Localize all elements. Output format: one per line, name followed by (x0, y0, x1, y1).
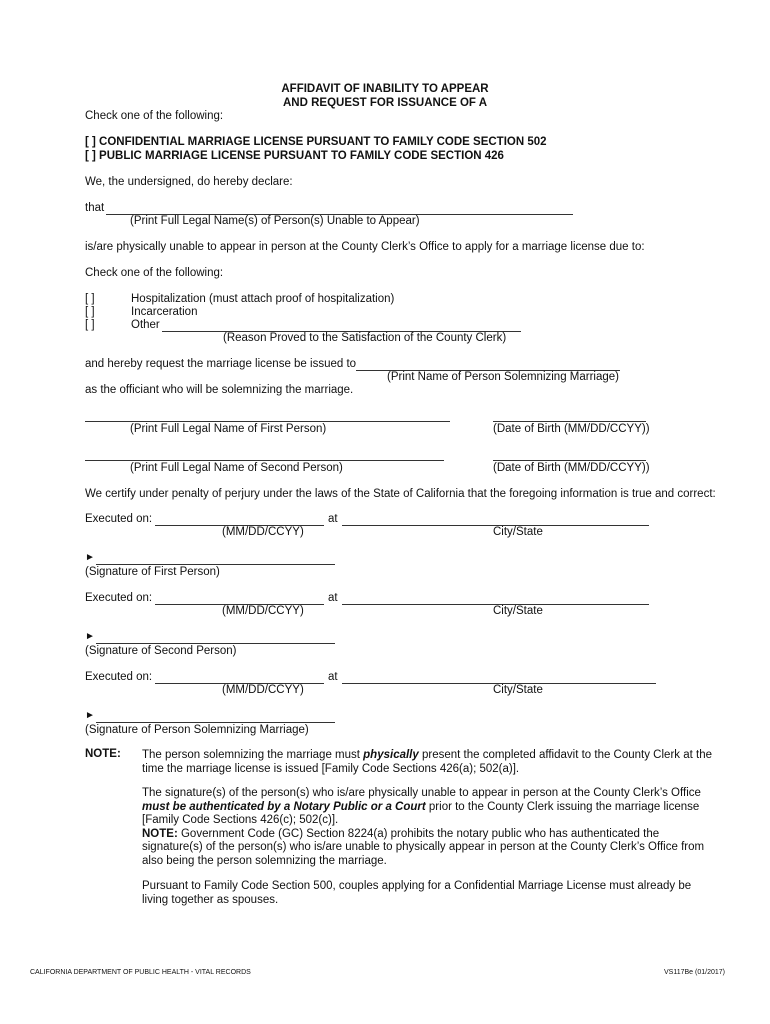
at-label-2: at (328, 592, 338, 604)
note-p1-emph: physically (363, 749, 419, 761)
reason-label-hospitalization: Hospitalization (must attach proof of hospitalization) (131, 293, 395, 305)
reason-label-other: Other (131, 319, 160, 331)
reason-box-other[interactable]: [ ] (85, 319, 95, 331)
note-p2-emph: must be authenticated by a Notary Public or a Court (142, 800, 426, 813)
second-person-name-line[interactable] (85, 460, 444, 461)
at-label-3: at (328, 671, 338, 683)
date-caption-1: (MM/DD/CCYY) (222, 526, 304, 538)
signature-caption-1: (Signature of First Person) (85, 566, 220, 578)
date-caption-2: (MM/DD/CCYY) (222, 605, 304, 617)
note-p2-after: prior to the County Clerk issuing the marriage license [Family Code Sections 426(c); 502(c)]. (142, 800, 700, 826)
signature-arrow-2: ► (85, 631, 95, 642)
reason-instruction: Check one of the following: (85, 267, 224, 279)
reason-box-hospitalization[interactable]: [ ] (85, 293, 95, 305)
executed-label-1: Executed on: (85, 513, 153, 525)
first-person-dob-line[interactable] (493, 421, 646, 422)
other-reason-caption: (Reason Proved to the Satisfaction of the County Clerk) (223, 332, 507, 344)
note-label: NOTE: (85, 748, 121, 760)
unable-text: is/are physically unable to appear in person at the County Clerk’s Office to apply for a marriage license due to: (85, 241, 645, 253)
note-p1-before: The person solemnizing the marriage must (142, 749, 364, 761)
executed-label-3: Executed on: (85, 671, 153, 683)
second-person-dob-line[interactable] (493, 460, 646, 461)
footer-right: VS117Be (01/2017) (664, 969, 725, 976)
footer-left: CALIFORNIA DEPARTMENT OF PUBLIC HEALTH - VITAL RECORDS (30, 969, 251, 976)
note-p2-before: The signature(s) of the person(s) who is/are physically unable to appear in person at the County Clerk’s Office (142, 787, 701, 799)
certify-text: We certify under penalty of perjury under the laws of the State of California that the foregoing information is true and correct: (85, 488, 716, 500)
note-p1-after: present the completed affidavit to the County Clerk at the time the marriage license is issued [Family Code Sections 426(a); 502(a)]. (142, 749, 712, 775)
first-person-dob-caption: (Date of Birth (MM/DD/CCYY)) (493, 423, 650, 435)
signature-line-officiant[interactable] (96, 722, 335, 723)
executed-label-2: Executed on: (85, 592, 153, 604)
option-public[interactable]: [ ] PUBLIC MARRIAGE LICENSE PURSUANT TO FAMILY CODE SECTION 426 (85, 150, 504, 162)
option-confidential[interactable]: [ ] CONFIDENTIAL MARRIAGE LICENSE PURSUANT TO FAMILY CODE SECTION 502 (85, 136, 547, 148)
signature-arrow-3: ► (85, 710, 95, 721)
title-line-1: AFFIDAVIT OF INABILITY TO APPEAR (281, 83, 489, 95)
reason-box-incarceration[interactable]: [ ] (85, 306, 95, 318)
second-person-dob-caption: (Date of Birth (MM/DD/CCYY)) (493, 462, 650, 474)
signature-caption-2: (Signature of Second Person) (85, 645, 237, 657)
officiant-caption: (Print Name of Person Solemnizing Marriage) (387, 371, 620, 383)
note-paragraph-4: Pursuant to Family Code Section 500, couples applying for a Confidential Marriage License must already be living together as spouses. (142, 880, 692, 906)
first-person-name-caption: (Print Full Legal Name of First Person) (130, 423, 327, 435)
license-instruction: Check one of the following: (85, 110, 224, 122)
place-caption-2: City/State (493, 605, 543, 617)
request-text: and hereby request the marriage license be issued to (85, 358, 357, 370)
that-label: that (85, 202, 105, 214)
signature-arrow-1: ► (85, 552, 95, 563)
note-p3-text: Government Code (GC) Section 8224(a) prohibits the notary public who has authenticated the signature(s) of the person(s) who is/are unable to physically appear in person at the County Clerk’s Office from also being the person solemnizing the marriage. (142, 827, 705, 867)
reason-label-incarceration: Incarceration (131, 306, 198, 318)
place-caption-1: City/State (493, 526, 543, 538)
place-caption-3: City/State (493, 684, 543, 696)
first-person-name-line[interactable] (85, 421, 450, 422)
signature-line-second-person[interactable] (96, 643, 335, 644)
date-caption-3: (MM/DD/CCYY) (222, 684, 304, 696)
second-person-name-caption: (Print Full Legal Name of Second Person) (130, 462, 343, 474)
note-paragraph-2 (142, 787, 712, 868)
signature-caption-3: (Signature of Person Solemnizing Marriage) (85, 724, 309, 736)
officiant-after-text: as the officiant who will be solemnizing the marriage. (85, 384, 354, 396)
signature-line-first-person[interactable] (96, 564, 335, 565)
note-p3-label: NOTE: (142, 827, 178, 840)
at-label-1: at (328, 513, 338, 525)
note-paragraph-1 (142, 748, 712, 776)
names-caption: (Print Full Legal Name(s) of Person(s) Unable to Appear) (130, 215, 420, 227)
title-line-2: AND REQUEST FOR ISSUANCE OF A (282, 97, 488, 109)
declaration-intro: We, the undersigned, do hereby declare: (85, 176, 293, 188)
